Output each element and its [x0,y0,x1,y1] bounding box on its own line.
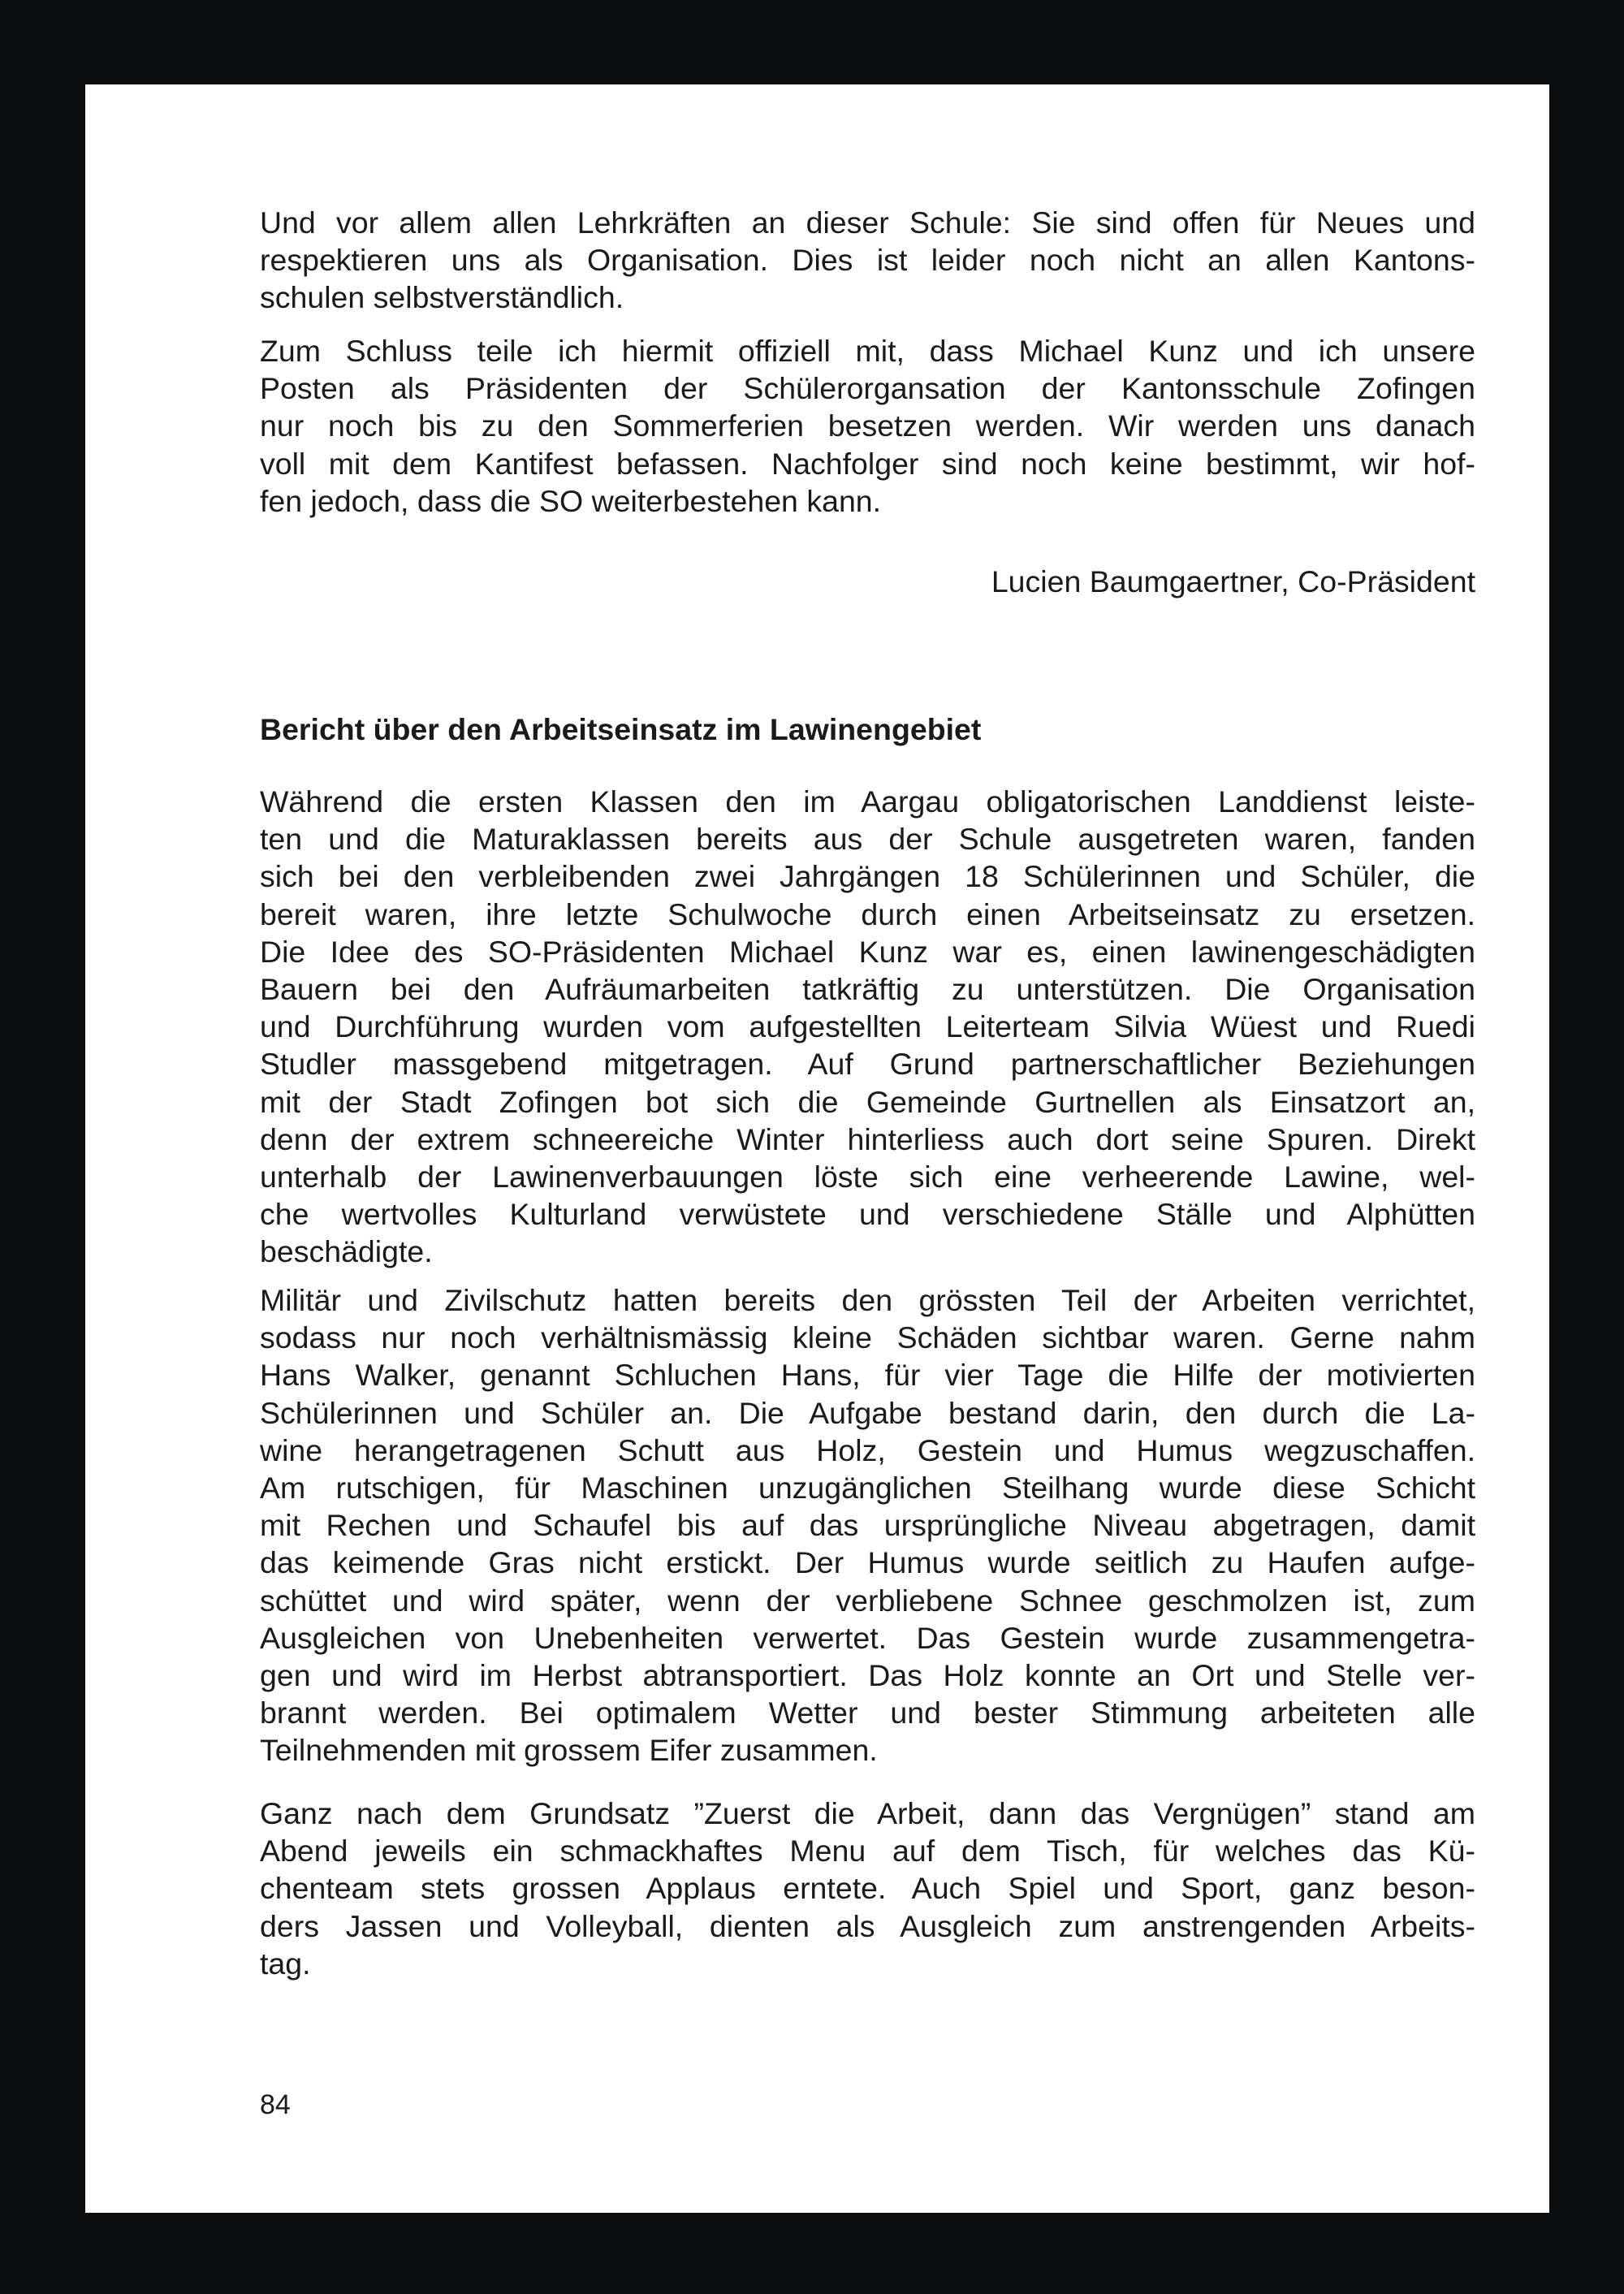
page-number: 84 [260,2089,291,2120]
text-line: brannt werden. Bei optimalem Wetter und bester Stimmung arbeiteten alle [260,1696,1475,1730]
text-line: unterhalb der Lawinenverbauungen löste sich eine verheerende Lawine, wel- [260,1159,1475,1194]
text-line: Militär und Zivilschutz hatten bereits den grössten Teil der Arbeiten verrichtet, [260,1283,1475,1317]
text-line: tag. [260,1946,311,1981]
text-line: schulen selbstverständlich. [260,280,624,315]
text-line: beschädigte. [260,1234,433,1269]
paragraph-thanks [260,204,1475,317]
text-line: Bauern bei den Aufräumarbeiten tatkräftig zu unterstützen. Die Organisation [260,971,1475,1006]
text-line: ten und die Maturaklassen bereits aus der Schule ausgetreten waren, fanden [260,822,1475,857]
text-line: Und vor allem allen Lehrkräften an dieser Schule: Sie sind offen für Neues und [260,205,1475,240]
text-line: fen jedoch, dass die SO weiterbestehen kann. [260,483,882,518]
text-line: Während die ersten Klassen den im Aargau obligatorischen Landdienst leiste- [260,784,1475,819]
signature: Lucien Baumgaertner, Co-Präsident [991,564,1475,598]
text-line: gen und wird im Herbst abtransportiert. Das Holz konnte an Ort und Stelle ver- [260,1657,1475,1692]
text-line: Ausgleichen von Unebenheiten verwertet. Das Gestein wurde zusammengetra- [260,1620,1475,1655]
text-line: das keimende Gras nicht erstickt. Der Humus wurde seitlich zu Haufen aufge- [260,1545,1475,1580]
text-line: che wertvolles Kulturland verwüstete und verschiedene Ställe und Alphütten [260,1197,1475,1232]
text-line: Die Idee des SO-Präsidenten Michael Kunz war es, einen lawinengeschädigten [260,934,1475,969]
text-line: chenteam stets grossen Applaus erntete. Auch Spiel und Sport, ganz beson- [260,1871,1475,1906]
text-line: Studler massgebend mitgetragen. Auf Grund partnerschaftlicher Beziehungen [260,1047,1475,1082]
document-page [85,84,1549,2213]
text-line: schüttet und wird später, wenn der verbliebene Schnee geschmolzen ist, zum [260,1583,1475,1618]
text-line: voll mit dem Kantifest befassen. Nachfolger sind noch keine bestimmt, wir hof- [260,446,1475,481]
text-line: wine herangetragenen Schutt aus Holz, Gestein und Humus wegzuschaffen. [260,1432,1475,1467]
text-line: und Durchführung wurden vom aufgestellten Leiterteam Silvia Wüest und Ruedi [260,1009,1475,1044]
text-line: bereit waren, ihre letzte Schulwoche durch einen Arbeitseinsatz zu ersetzen. [260,896,1475,931]
text-line: ders Jassen und Volleyball, dienten als Ausgleich zum anstrengenden Arbeits- [260,1908,1475,1943]
text-line: sodass nur noch verhältnismässig kleine Schäden sichtbar waren. Gerne nahm [260,1320,1475,1355]
text-line: nur noch bis zu den Sommerferien besetzen werden. Wir werden uns danach [260,408,1475,443]
text-line: mit der Stadt Zofingen bot sich die Gemeinde Gurtnellen als Einsatzort an, [260,1084,1475,1119]
text-line: Ganz nach dem Grundsatz ”Zuerst die Arbeit, dann das Vergnügen” stand am [260,1796,1475,1830]
text-line: Zum Schluss teile ich hiermit offiziell mit, dass Michael Kunz und ich unsere [260,334,1475,368]
text-line: Am rutschigen, für Maschinen unzugänglichen Steilhang wurde diese Schicht [260,1470,1475,1505]
text-line: Teilnehmenden mit grossem Eifer zusammen. [260,1733,878,1768]
paragraph-report-intro [260,783,1475,1270]
paragraph-report-work [260,1281,1475,1769]
text-line: Schülerinnen und Schüler an. Die Aufgabe bestand darin, den durch die La- [260,1395,1475,1430]
text-line: respektieren uns als Organisation. Dies ist leider noch nicht an allen Kantons- [260,243,1475,278]
text-line: Posten als Präsidenten der Schülerorgansation der Kantonsschule Zofingen [260,371,1475,406]
paragraph-report-evening [260,1795,1475,1982]
paragraph-announcement [260,332,1475,520]
text-line: sich bei den verbleibenden zwei Jahrgängen 18 Schülerinnen und Schüler, die [260,859,1475,894]
text-line: mit Rechen und Schaufel bis auf das ursprüngliche Niveau abgetragen, damit [260,1508,1475,1543]
section-heading: Bericht über den Arbeitseinsatz im Lawinengebiet [260,712,982,746]
text-line: denn der extrem schneereiche Winter hinterliess auch dort seine Spuren. Direkt [260,1121,1475,1156]
text-line: Abend jeweils ein schmackhaftes Menu auf dem Tisch, für welches das Kü- [260,1834,1475,1868]
text-line: Hans Walker, genannt Schluchen Hans, für vier Tage die Hilfe der motivierten [260,1358,1475,1393]
